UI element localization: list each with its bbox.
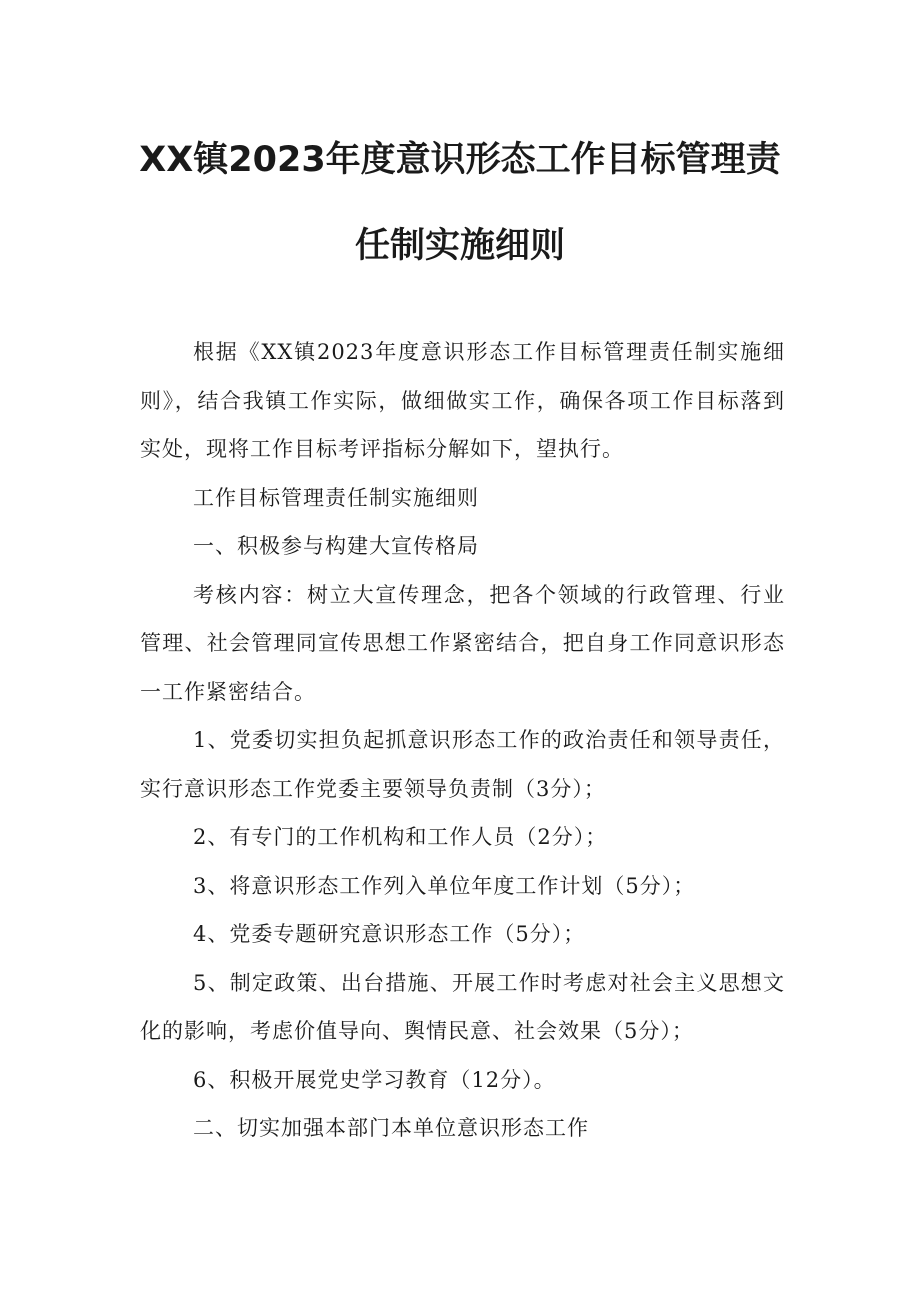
- document-title-line-2: 任制实施细则: [354, 226, 565, 266]
- item-4-paragraph: 4、党委专题研究意识形态工作（5分）；: [193, 922, 586, 946]
- document-title-line-1: XX镇2023年度意识形态工作目标管理责: [139, 140, 781, 180]
- subtitle-paragraph: 工作目标管理责任制实施细则: [193, 485, 479, 510]
- document-body: [140, 328, 785, 1153]
- item-3-paragraph: 3、将意识形态工作列入单位年度工作计划（5分）；: [193, 873, 696, 898]
- item-1-paragraph: 1、党委切实担负起抓意识形态工作的政治责任和领导责任，实行意识形态工作党委主要领导负责制（3分）；: [140, 728, 785, 801]
- section-heading-1: 一、积极参与构建大宣传格局: [193, 534, 479, 558]
- intro-paragraph: 根据《XX镇2023年度意识形态工作目标管理责任制实施细则》，结合我镇工作实际，做细做实工作，确保各项工作目标落到实处，现将工作目标考评指标分解如下，望执行。: [140, 340, 785, 461]
- assessment-content-paragraph: 考核内容：树立大宣传理念，把各个领域的行政管理、行业管理、社会管理同宣传思想工作紧密结合，把自身工作同意识形态一工作紧密结合。: [140, 582, 785, 704]
- item-6-paragraph: 6、积极开展党史学习教育（12分）。: [193, 1067, 556, 1092]
- section-heading-2: 二、切实加强本部门本单位意识形态工作: [193, 1116, 589, 1140]
- item-2-paragraph: 2、有专门的工作机构和工作人员（2分）；: [193, 825, 608, 849]
- item-5-paragraph: 5、制定政策、出台措施、开展工作时考虑对社会主义思想文化的影响，考虑价值导向、舆情民意、社会效果（5分）；: [140, 970, 785, 1043]
